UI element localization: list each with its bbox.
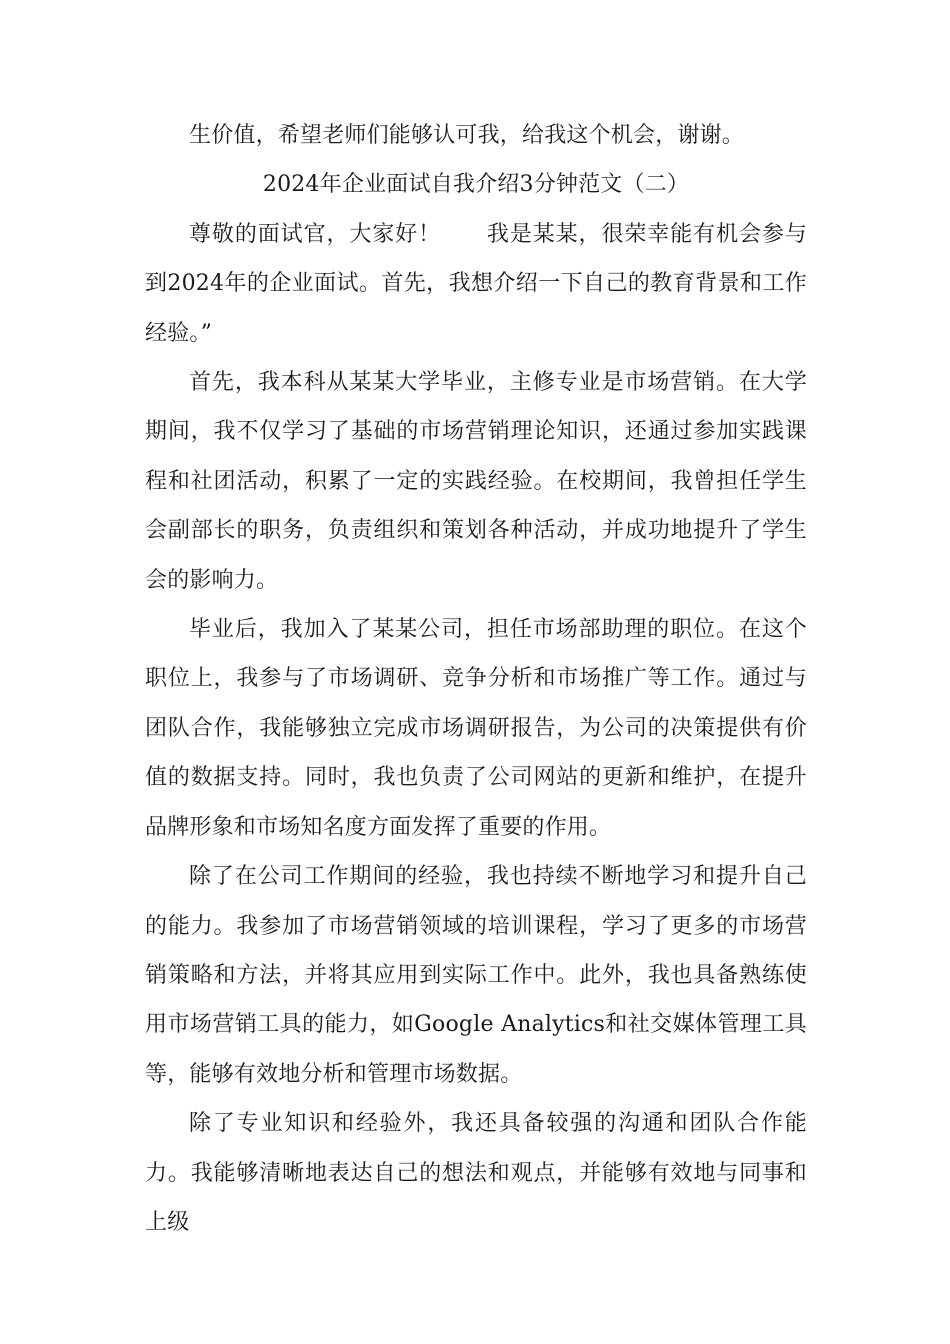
paragraph-skills: 除了专业知识和经验外，我还具备较强的沟通和团队合作能力。我能够清晰地表达自己的想法和观点，并能够有效地与同事和上级 (145, 1111, 807, 1235)
document-body (145, 111, 807, 1247)
paragraph-learning: 除了在公司工作期间的经验，我也持续不断地学习和提升自己的能力。我参加了市场营销领域的培训课程，学习了更多的市场营销策略和方法，并将其应用到实际工作中。此外，我也具备熟练使用市场营销工具的能力，如Google Analytics和社交媒体管理工具等，能够有效地分析和管理市场数据。 (145, 864, 807, 1087)
paragraph-greeting: 尊敬的面试官，大家好！ 我是某某，很荣幸能有机会参与到2024年的企业面试。首先，我想介绍一下自己的教育背景和工作经验。” (145, 221, 807, 346)
paragraph-work: 毕业后，我加入了某某公司，担任市场部助理的职位。在这个职位上，我参与了市场调研、竞争分析和市场推广等工作。通过与团队合作，我能够独立完成市场调研报告，为公司的决策提供有价值的数据支持。同时，我也负责了公司网站的更新和维护，在提升品牌形象和市场知名度方面发挥了重要的作用。 (145, 617, 807, 840)
paragraph-education: 首先，我本科从某某大学毕业，主修专业是市场营销。在大学期间，我不仅学习了基础的市场营销理论知识，还通过参加实践课程和社团活动，积累了一定的实践经验。在校期间，我曾担任学生会副部长的职务，负责组织和策划各种活动，并成功地提升了学生会的影响力。 (145, 370, 807, 593)
section-title: 2024年企业面试自我介绍3分钟范文（二） (262, 172, 690, 198)
continuation-paragraph: 生价值，希望老师们能够认可我，给我这个机会，谢谢。 (189, 123, 745, 148)
